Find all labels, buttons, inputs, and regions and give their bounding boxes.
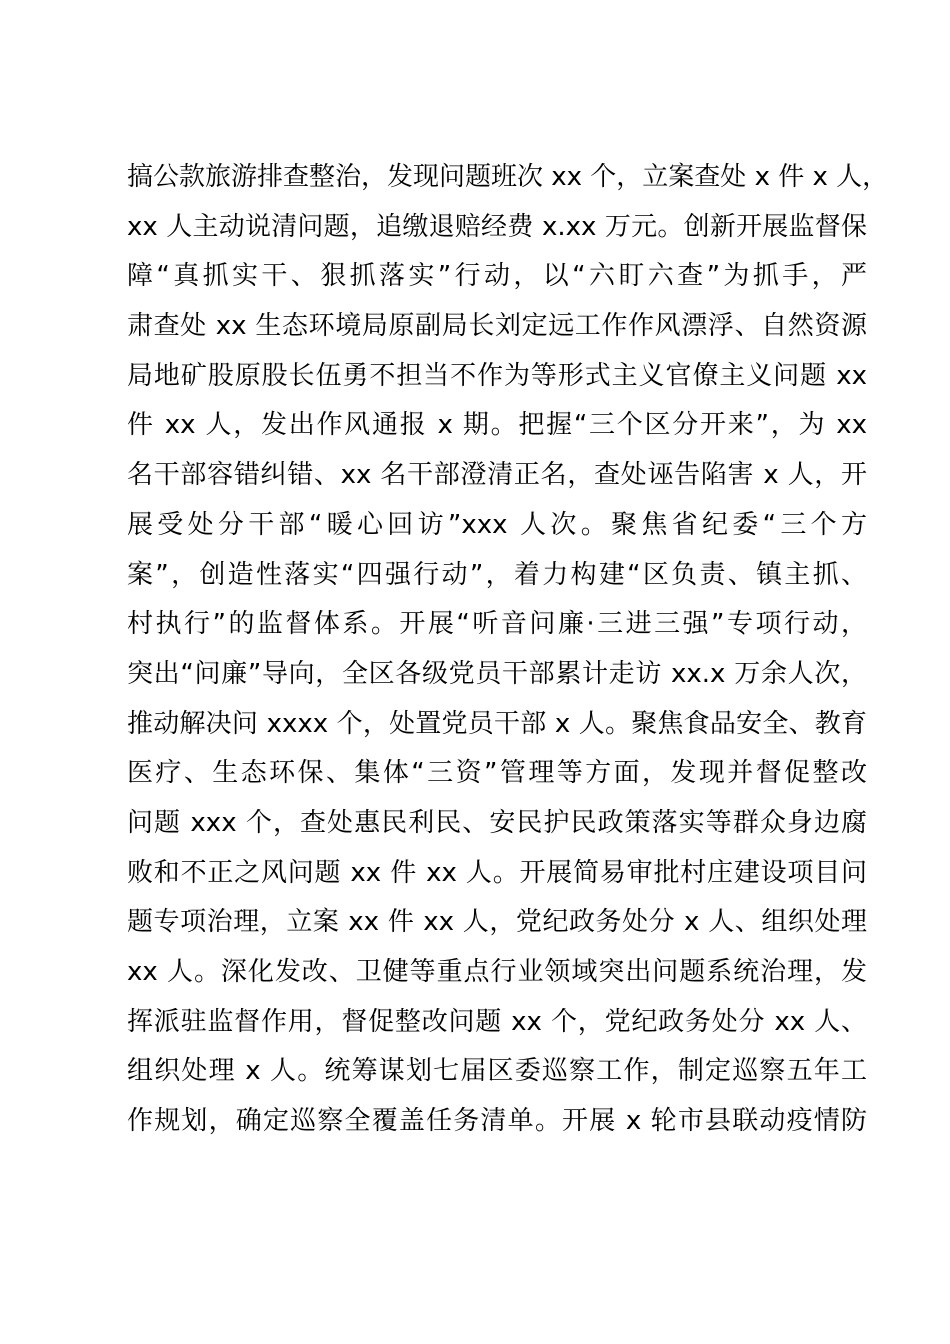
text-line-18: 挥派驻监督作用，督促整改问题 xx 个，党纪政务处分 xx 人、 xyxy=(127,1006,867,1037)
text-line-12: 推动解决问 xxxx 个，处置党员干部 x 人。聚焦食品安全、教育 xyxy=(127,708,867,739)
text-line-11: 突出“问廉”导向，全区各级党员干部累计走访 xx.x 万余人次， xyxy=(127,658,867,689)
text-line-8: 展受处分干部“暖心回访”xxx 人次。聚焦省纪委“三个方 xyxy=(127,509,867,540)
text-line-6: 件 xx 人，发出作风通报 x 期。把握“三个区分开来”，为 xx xyxy=(127,410,867,441)
text-line-13: 医疗、生态环保、集体“三资”管理等方面，发现并督促整改 xyxy=(127,758,867,789)
text-line-10: 村执行”的监督体系。开展“听音问廉·三进三强”专项行动， xyxy=(127,609,867,640)
text-line-16: 题专项治理，立案 xx 件 xx 人，党纪政务处分 x 人、组织处理 xyxy=(127,907,867,938)
text-line-19: 组织处理 x 人。统筹谋划七届区委巡察工作，制定巡察五年工 xyxy=(127,1056,867,1087)
text-line-9: 案”，创造性落实“四强行动”，着力构建“区负责、镇主抓、 xyxy=(127,559,867,590)
text-line-5: 局地矿股原股长伍勇不担当不作为等形式主义官僚主义问题 xx xyxy=(127,360,867,391)
text-line-4: 肃查处 xx 生态环境局原副局长刘定远工作作风漂浮、自然资源 xyxy=(127,311,867,342)
text-line-14: 问题 xxx 个，查处惠民利民、安民护民政策落实等群众身边腐 xyxy=(127,807,867,838)
text-line-7: 名干部容错纠错、xx 名干部澄清正名，查处诬告陷害 x 人，开 xyxy=(127,460,867,491)
text-line-15: 败和不正之风问题 xx 件 xx 人。开展简易审批村庄建设项目问 xyxy=(127,857,867,888)
text-line-1: 搞公款旅游排查整治，发现问题班次 xx 个，立案查处 x 件 x 人， xyxy=(127,162,889,192)
text-line-17: xx 人。深化发改、卫健等重点行业领域突出问题系统治理，发 xyxy=(127,957,867,987)
body-paragraph xyxy=(127,153,889,1147)
text-line-2: xx 人主动说清问题，追缴退赔经费 x.xx 万元。创新开展监督保 xyxy=(127,211,867,242)
text-line-20: 作规划，确定巡察全覆盖任务清单。开展 x 轮市县联动疫情防 xyxy=(127,1106,867,1137)
text-line-3: 障“真抓实干、狠抓落实”行动，以“六盯六查”为抓手，严 xyxy=(127,261,867,292)
